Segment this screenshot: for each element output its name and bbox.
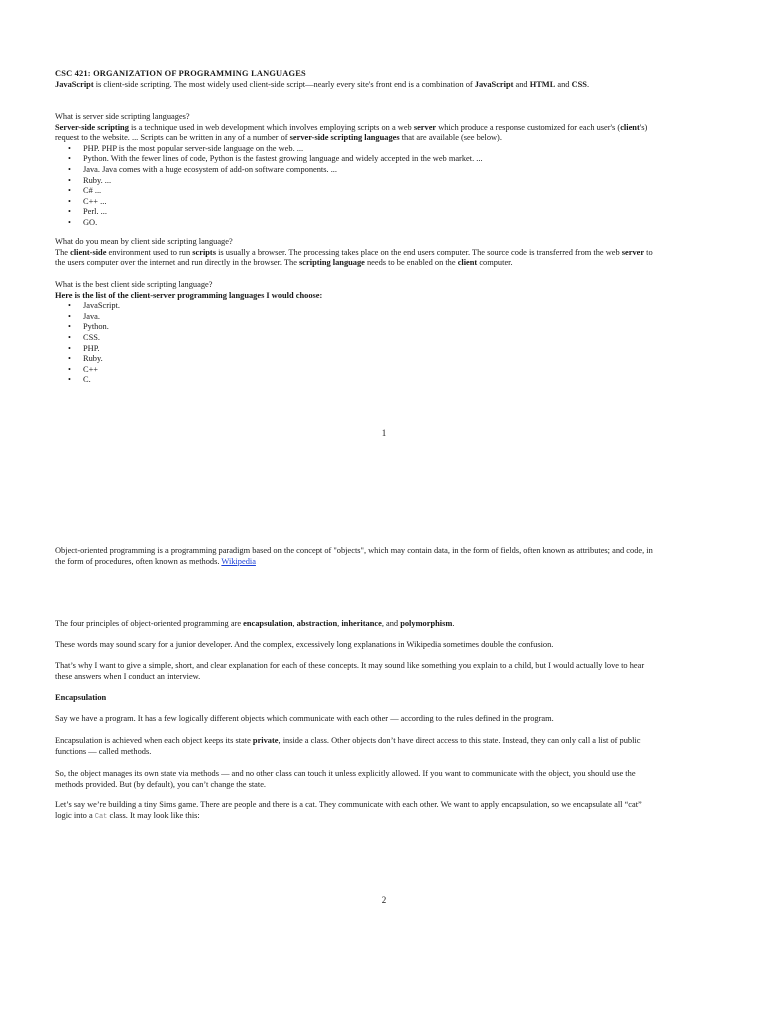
list-item: • Java. (55, 312, 755, 323)
list-item: • PHP. PHP is the most popular server-side language on the web. ... (55, 144, 755, 155)
question-client-side: What do you mean by client side scripting language? (55, 237, 233, 246)
oop-definition (55, 546, 755, 567)
simple-line: these answers when I conduct an interview. (55, 671, 201, 681)
intro-paragraph: JavaScript is client-side scripting. The most widely used client-side script—nearly every site's front end is a combination of JavaScript and HTML and CSS. (55, 79, 590, 89)
list-item: • C++ (55, 365, 755, 376)
page-number-1: 1 (381, 428, 387, 438)
list-item: • Java. Java comes with a huge ecosystem of add-on software components. ... (55, 165, 755, 176)
sims-line: logic into a Cat class. It may look like this: (55, 810, 200, 821)
list-item: • GO. (55, 218, 755, 229)
four-principles: The four principles of object-oriented programming are encapsulation, abstraction, inheritance, and polymorphism. (55, 619, 455, 628)
encapsulation-heading: Encapsulation (55, 693, 107, 702)
server-language-list (55, 144, 755, 229)
client-list-heading: Here is the list of the client-server programming languages I would choose: (55, 290, 323, 300)
page-number-2: 2 (381, 895, 387, 905)
sims-paragraph (55, 800, 755, 822)
list-item: • C++ ... (55, 197, 755, 208)
cat-code: Cat (94, 812, 108, 821)
list-item: • C# ... (55, 186, 755, 197)
achieved-paragraph (55, 736, 755, 757)
oop-definition-line: the form of procedures, often known as methods. Wikipedia (55, 556, 256, 566)
simple-paragraph (55, 661, 755, 682)
manages-line: methods provided. But (by default), you can’t change the state. (55, 779, 267, 789)
list-item: • Ruby. (55, 354, 755, 365)
list-item: • PHP. (55, 344, 755, 355)
manages-paragraph (55, 769, 755, 790)
oop-definition-line: Object-oriented programming is a programming paradigm based on the concept of "objects", which may contain data, in the form of fields, often known as attributes; and code, in (55, 546, 653, 555)
list-item: • JavaScript. (55, 301, 755, 312)
achieved-line: functions — called methods. (55, 746, 152, 756)
wikipedia-link[interactable]: Wikipedia (221, 556, 256, 566)
page-1 (55, 69, 755, 90)
list-item: • Ruby. ... (55, 176, 755, 187)
client-side-section (55, 237, 755, 269)
question-best-client: What is the best client side scripting language? (55, 280, 213, 289)
best-client-section (55, 280, 755, 386)
list-item: • Perl. ... (55, 207, 755, 218)
list-item: • CSS. (55, 333, 755, 344)
server-side-section (55, 112, 755, 229)
simple-line: That’s why I want to give a simple, short, and clear explanation for each of these concepts. It may sound like something you explain to a child, but I would actually love to hear (55, 661, 645, 670)
list-item: • Python. (55, 322, 755, 333)
course-title: CSC 421: ORGANIZATION OF PROGRAMMING LANGUAGES (55, 69, 306, 78)
list-item: • Python. With the fewer lines of code, Python is the fastest growing language and widely accepted in the web market. ... (55, 154, 755, 165)
achieved-line: Encapsulation is achieved when each object keeps its state private, inside a class. Other objects don’t have direct access to this state. Instead, they can only call a list of public (55, 736, 641, 745)
server-side-definition: Server-side scripting is a technique used in web development which involves employing scripts on a web server which produce a response customized for each user's (client's) request to the website. ... Scripts can be written in any of a number of server-side scripting languages that are available (see below). (55, 122, 648, 143)
scary-paragraph: These words may sound scary for a junior developer. And the complex, excessively long explanations in Wikipedia sometimes double the confusion. (55, 640, 554, 649)
client-language-list (55, 301, 755, 386)
program-paragraph: Say we have a program. It has a few logically different objects which communicate with each other — according to the rules defined in the program. (55, 714, 554, 723)
sims-line: Let’s say we’re building a tiny Sims game. There are people and there is a cat. They communicate with each other. We want to apply encapsulation, so we encapsulate all “cat” (55, 800, 642, 809)
list-item: • C. (55, 375, 755, 386)
question-server-side: What is server side scripting languages? (55, 112, 190, 121)
client-side-definition: The client-side environment used to run scripts is usually a browser. The processing takes place on the end users computer. The source code is transferred from the web server to the users computer over the internet and run directly in the browser. The scripting language needs to be enabled on the client computer. (55, 247, 653, 268)
manages-line: So, the object manages its own state via methods — and no other class can touch it unless explicitly allowed. If you want to communicate with the object, you should use the (55, 769, 636, 778)
